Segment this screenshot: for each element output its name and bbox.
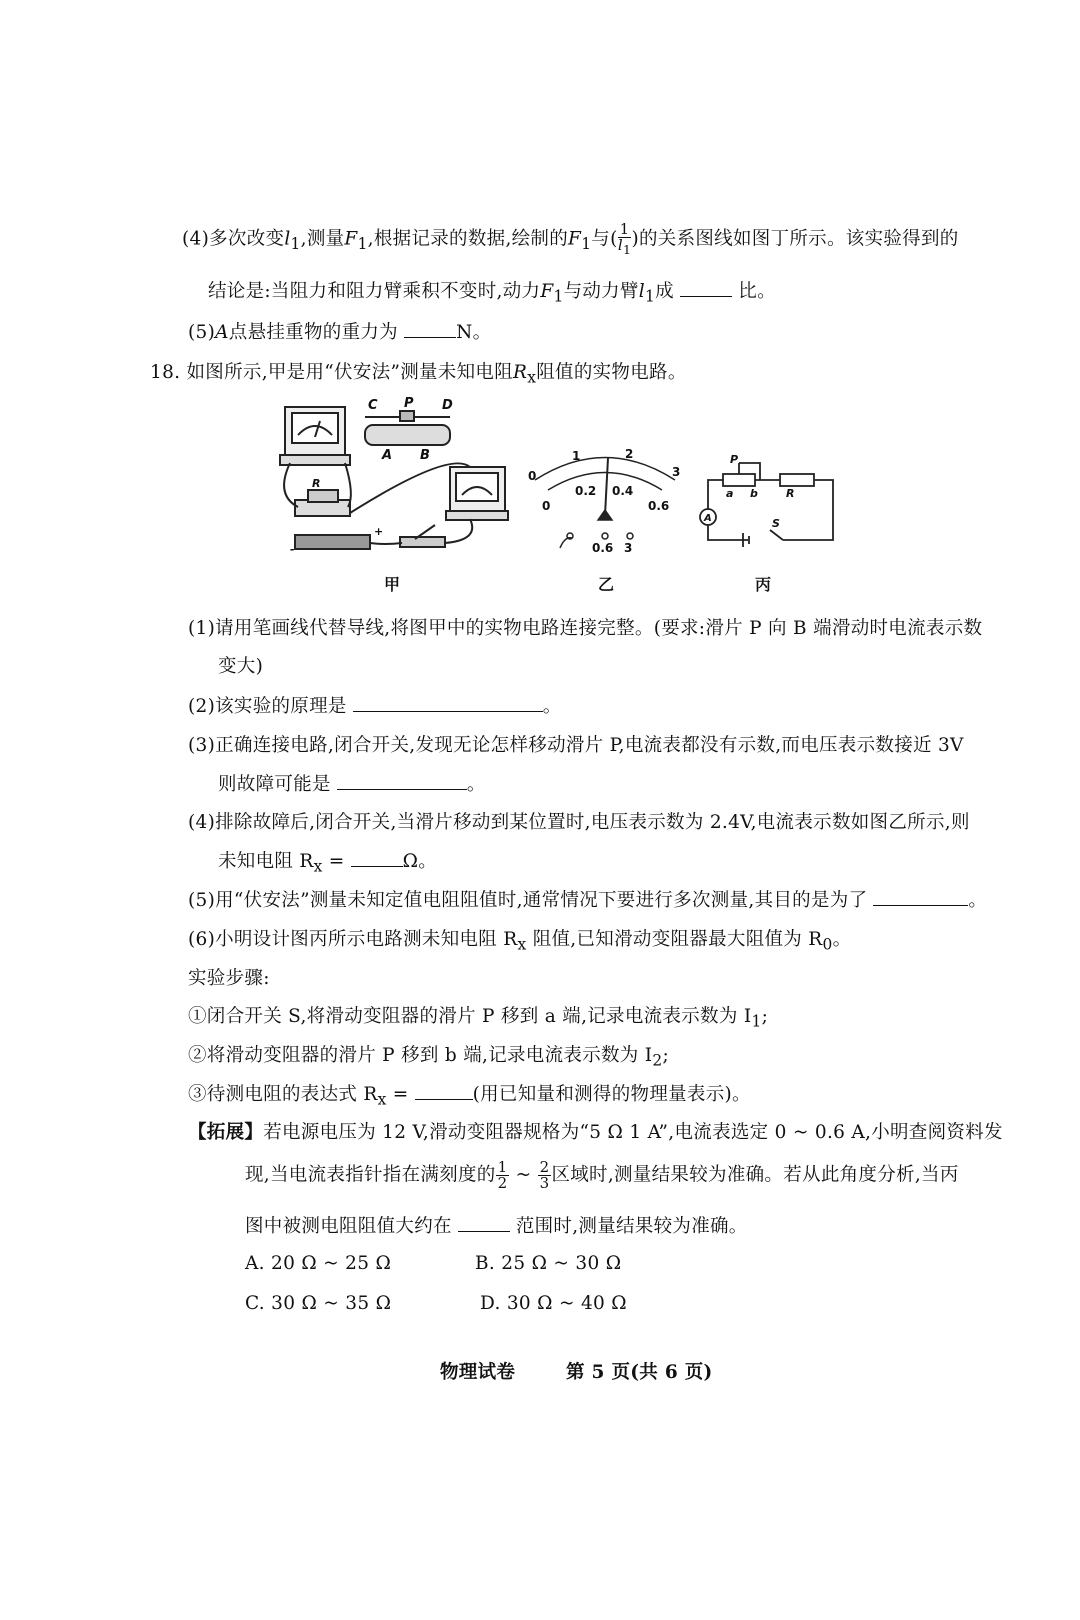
text: 结论是:当阻力和阻力臂乘积不变时,动力 <box>208 281 541 302</box>
text: 点悬挂重物的重力为 <box>228 322 398 343</box>
text: ; <box>761 1006 769 1027</box>
figure-yi-ammeter-dial <box>520 440 690 560</box>
text: 。 <box>542 696 562 717</box>
scale-0-bottom: 0 <box>542 499 551 513</box>
caption-yi: 乙 <box>598 575 615 594</box>
label-C: C <box>368 398 378 413</box>
sub: 1 <box>290 234 301 253</box>
sub: x <box>527 368 537 387</box>
frac-den <box>618 238 632 257</box>
fraction-1-2 <box>496 1160 510 1191</box>
circ-label-P: P <box>730 455 739 466</box>
q18-extension-line3 <box>245 1212 748 1238</box>
answer-blank[interactable] <box>353 710 543 712</box>
q18-item2 <box>188 692 562 718</box>
answer-blank[interactable] <box>873 904 968 906</box>
answer-blank[interactable] <box>458 1230 510 1232</box>
fraction-2-3 <box>538 1160 552 1191</box>
text: 成 <box>655 281 674 302</box>
text: 范围时,测量结果较为准确。 <box>515 1216 748 1237</box>
circ-label-A: A <box>704 513 712 524</box>
q17-item5 <box>188 318 491 344</box>
answer-blank[interactable] <box>337 788 467 790</box>
q18-item4: (4)排除故障后,闭合开关,当滑片移动到某位置时,电压表示数为 2.4V,电流表示数如图乙所示,则 <box>188 812 970 833</box>
text: ②将滑动变阻器的滑片 P 移到 b 端,记录电流表示数为 I <box>188 1045 653 1066</box>
text: (5) <box>188 322 216 343</box>
label-D: D <box>442 398 453 413</box>
footer-subject: 物理试卷 <box>440 1362 516 1383</box>
circ-label-R: R <box>786 487 795 500</box>
text: ; <box>662 1045 670 1066</box>
terminal-0.6: 0.6 <box>592 541 614 555</box>
sub: 1 <box>622 242 632 257</box>
text: ,根据记录的数据,绘制的 <box>367 228 569 250</box>
circ-label-S: S <box>772 517 780 530</box>
sub: 1 <box>645 287 656 306</box>
text: 与动力臂 <box>563 281 639 302</box>
figure-bing-circuit-diagram <box>688 455 848 550</box>
frac-den-var: l <box>617 236 623 254</box>
figure-jia-physical-circuit <box>270 395 520 570</box>
scale-0.6: 0.6 <box>648 499 670 513</box>
var-A: A <box>215 322 229 343</box>
option-a[interactable]: A. 20 Ω ~ 25 Ω <box>245 1253 392 1274</box>
q18-item1: (1)请用笔画线代替导线,将图甲中的实物电路连接完整。(要求:滑片 P 向 B 端滑动时电流表示数 <box>188 618 983 639</box>
fraction-1-over-l1 <box>618 222 632 257</box>
scale-0-top: 0 <box>528 469 537 483</box>
q17-item4-line2 <box>208 277 776 306</box>
q18-step3 <box>188 1080 751 1109</box>
sub: x <box>517 935 527 954</box>
sub: x <box>377 1090 387 1109</box>
var-F1: F <box>568 228 582 250</box>
footer-page-number: 第 5 页(共 6 页) <box>566 1362 713 1383</box>
scale-0.4: 0.4 <box>612 484 634 498</box>
frac-den: 3 <box>539 1174 550 1192</box>
text: 18. 如图所示,甲是用“伏安法”测量未知电阻 <box>150 362 513 383</box>
q18-steps-title: 实验步骤: <box>188 968 270 989</box>
option-c[interactable]: C. 30 Ω ~ 35 Ω <box>245 1293 392 1314</box>
label-Rx: R <box>312 477 321 490</box>
answer-blank[interactable] <box>680 295 732 297</box>
q18-extension-line1 <box>188 1118 1003 1144</box>
var-F1: F <box>540 281 554 302</box>
var-R: R <box>513 362 528 383</box>
text: ,测量 <box>300 228 345 250</box>
var-l1: l <box>638 281 645 302</box>
text: (用已知量和测得的物理量表示)。 <box>472 1084 751 1105</box>
text: 若电源电压为 12 V,滑动变阻器规格为“5 Ω 1 A”,电流表选定 0 ~ 0.6 A,小明查阅资料发 <box>263 1122 1003 1143</box>
text: N。 <box>456 322 492 343</box>
label-A: A <box>382 448 393 463</box>
text: 图中被测电阻阻值大约在 <box>245 1216 452 1237</box>
q18-item1-cont: 变大) <box>218 656 264 677</box>
text: (6)小明设计图丙所示电路测未知电阻 R <box>188 929 518 950</box>
label-minus: - <box>290 543 295 556</box>
scale-1: 1 <box>572 449 581 463</box>
option-d[interactable]: D. 30 Ω ~ 40 Ω <box>480 1293 627 1314</box>
q18-item3: (3)正确连接电路,闭合开关,发现无论怎样移动滑片 P,电流表都没有示数,而电压表示数接近 3V <box>188 735 964 756</box>
q18-extension-line2 <box>245 1160 959 1191</box>
sub: 1 <box>553 287 564 306</box>
text: 现,当电流表指针指在满刻度的 <box>245 1164 496 1186</box>
text: Ω。 <box>402 851 438 872</box>
terminal-3: 3 <box>624 541 633 555</box>
answer-blank[interactable] <box>404 336 456 338</box>
circ-label-a: a <box>726 487 734 500</box>
label-P: P <box>404 396 414 411</box>
caption-jia: 甲 <box>384 575 401 594</box>
text: (4)多次改变 <box>182 228 285 250</box>
text: 阻值,已知滑动变阻器最大阻值为 R <box>526 929 823 950</box>
text: 。 <box>968 890 988 911</box>
var-F1: F <box>344 228 358 250</box>
text: ③待测电阻的表达式 R <box>188 1084 378 1105</box>
label-B: B <box>420 448 430 463</box>
scale-3: 3 <box>672 465 681 479</box>
text: (2)该实验的原理是 <box>188 696 347 717</box>
frac-num: 1 <box>619 220 630 238</box>
label-plus: + <box>374 525 384 538</box>
q18-stem <box>150 358 687 387</box>
q18-item3-cont <box>218 770 486 796</box>
q18-step2 <box>188 1041 669 1070</box>
caption-bing: 丙 <box>755 575 772 594</box>
q18-item4-cont <box>218 847 437 876</box>
text: (5)用“伏安法”测量未知定值电阻阻值时,通常情况下要进行多次测量,其目的是为了 <box>188 890 868 911</box>
text: 比。 <box>738 281 776 302</box>
text: )的关系图线如图丁所示。该实验得到的 <box>631 228 959 250</box>
option-b[interactable]: B. 25 Ω ~ 30 Ω <box>475 1253 622 1274</box>
frac-num: 2 <box>539 1158 550 1176</box>
text: 。 <box>466 774 486 795</box>
text: = <box>386 1084 409 1105</box>
answer-blank[interactable] <box>415 1098 473 1100</box>
sub: 1 <box>751 1012 762 1031</box>
q17-item4-line1 <box>182 222 959 257</box>
text: 则故障可能是 <box>218 774 331 795</box>
text: 与( <box>591 228 618 250</box>
text: 。 <box>832 929 852 950</box>
frac-num: 1 <box>497 1158 508 1176</box>
text: 区域时,测量结果较为准确。若从此角度分析,当丙 <box>551 1164 959 1186</box>
scale-0.2: 0.2 <box>575 484 597 498</box>
sub: 1 <box>581 234 592 253</box>
text: = <box>322 851 345 872</box>
q18-step1 <box>188 1002 768 1031</box>
text: 阻值的实物电路。 <box>536 362 687 383</box>
q18-item6 <box>188 925 851 954</box>
answer-blank[interactable] <box>351 865 403 867</box>
var-l1: l <box>284 228 291 250</box>
sub: x <box>313 857 323 876</box>
circ-label-b: b <box>750 487 758 500</box>
sub: 2 <box>652 1051 663 1070</box>
sub: 0 <box>822 935 833 954</box>
text: ①闭合开关 S,将滑动变阻器的滑片 P 移到 a 端,记录电流表示数为 I <box>188 1006 752 1027</box>
q18-item5 <box>188 886 987 912</box>
text: 未知电阻 R <box>218 851 314 872</box>
scale-2: 2 <box>625 447 634 461</box>
text: ~ <box>509 1164 538 1186</box>
sub: 1 <box>357 234 368 253</box>
frac-den: 2 <box>497 1174 508 1192</box>
extension-tag: 【拓展】 <box>188 1122 264 1143</box>
